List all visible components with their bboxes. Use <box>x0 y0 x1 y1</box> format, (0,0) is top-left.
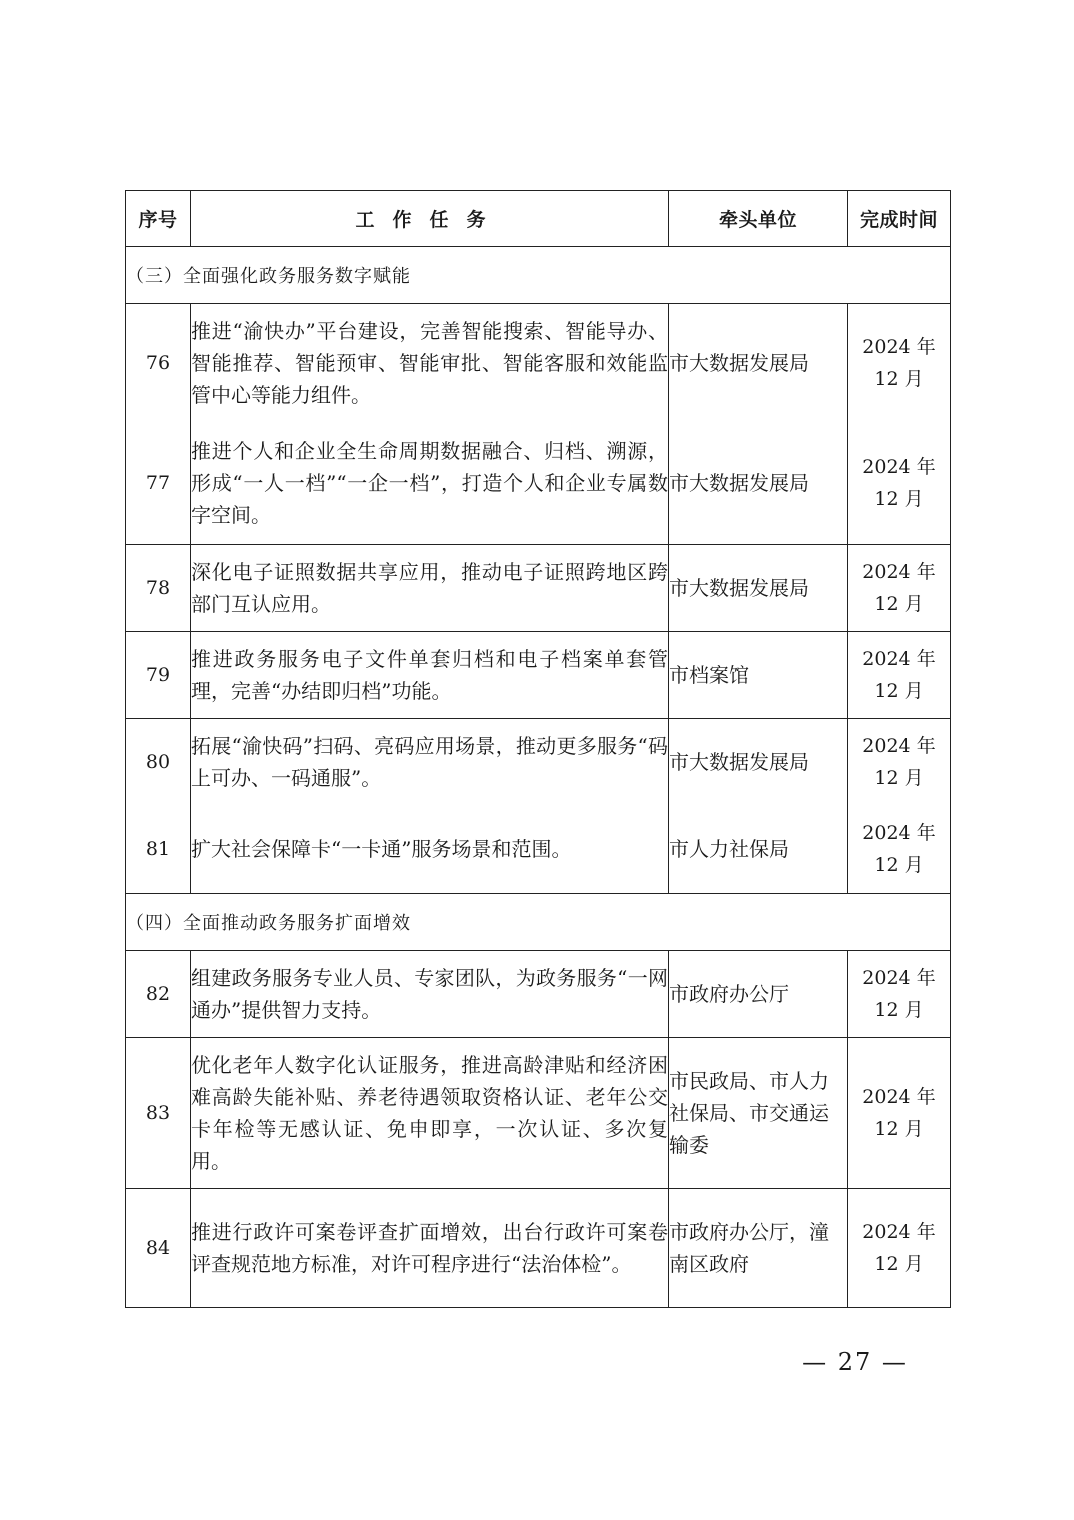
row-time <box>848 951 951 1038</box>
section-title: （三）全面强化政务服务数字赋能 <box>126 247 951 304</box>
time-year: 2024 年 <box>862 822 936 844</box>
row-task: 拓展“渝快码”扫码、亮码应用场景，推动更多服务“码上可办、一码通服”。 <box>191 719 669 806</box>
time-year: 2024 年 <box>862 735 936 757</box>
row-number: 83 <box>126 1038 191 1189</box>
row-number: 77 <box>126 422 191 545</box>
row-number: 79 <box>126 632 191 719</box>
table-row <box>126 1038 951 1189</box>
time-month: 12 月 <box>874 767 924 789</box>
header-unit: 牵头单位 <box>669 191 848 247</box>
time-year: 2024 年 <box>862 336 936 358</box>
time-year: 2024 年 <box>862 1086 936 1108</box>
time-year: 2024 年 <box>862 1221 936 1243</box>
row-unit: 市民政局、市人力社保局、市交通运输委 <box>669 1038 848 1189</box>
header-time: 完成时间 <box>848 191 951 247</box>
row-unit: 市大数据发展局 <box>669 719 848 806</box>
time-year: 2024 年 <box>862 967 936 989</box>
row-task: 深化电子证照数据共享应用，推动电子证照跨地区跨部门互认应用。 <box>191 545 669 632</box>
row-unit: 市人力社保局 <box>669 805 848 894</box>
section-row <box>126 247 951 304</box>
section-title: （四）全面推动政务服务扩面增效 <box>126 894 951 951</box>
table-row <box>126 1189 951 1308</box>
row-number: 82 <box>126 951 191 1038</box>
row-number: 78 <box>126 545 191 632</box>
table-row <box>126 422 951 545</box>
time-year: 2024 年 <box>862 648 936 670</box>
row-time <box>848 719 951 806</box>
row-task: 优化老年人数字化认证服务，推进高龄津贴和经济困难高龄失能补贴、养老待遇领取资格认证、老年公交卡年检等无感认证、免申即享，一次认证、多次复用。 <box>191 1038 669 1189</box>
time-month: 12 月 <box>874 1118 924 1140</box>
row-time <box>848 545 951 632</box>
row-unit: 市政府办公厅 <box>669 951 848 1038</box>
row-task: 组建政务服务专业人员、专家团队，为政务服务“一网通办”提供智力支持。 <box>191 951 669 1038</box>
time-month: 12 月 <box>874 999 924 1021</box>
row-task: 推进“渝快办”平台建设，完善智能搜索、智能导办、智能推荐、智能预审、智能审批、智能客服和效能监管中心等能力组件。 <box>191 304 669 423</box>
row-task: 扩大社会保障卡“一卡通”服务场景和范围。 <box>191 805 669 894</box>
row-time <box>848 1038 951 1189</box>
row-time <box>848 304 951 423</box>
table-row <box>126 632 951 719</box>
row-time <box>848 805 951 894</box>
header-no: 序号 <box>126 191 191 247</box>
table-row <box>126 719 951 806</box>
row-unit: 市大数据发展局 <box>669 545 848 632</box>
row-time <box>848 1189 951 1308</box>
row-number: 80 <box>126 719 191 806</box>
row-unit: 市大数据发展局 <box>669 422 848 545</box>
row-unit: 市大数据发展局 <box>669 304 848 423</box>
row-number: 76 <box>126 304 191 423</box>
row-task: 推进个人和企业全生命周期数据融合、归档、溯源，形成“一人一档”“一企一档”，打造个人和企业专属数字空间。 <box>191 422 669 545</box>
row-task: 推进政务服务电子文件单套归档和电子档案单套管理，完善“办结即归档”功能。 <box>191 632 669 719</box>
time-month: 12 月 <box>874 1253 924 1275</box>
row-task: 推进行政许可案卷评查扩面增效，出台行政许可案卷评查规范地方标准，对许可程序进行“法治体检”。 <box>191 1189 669 1308</box>
page-number: — 27 — <box>802 1348 908 1376</box>
row-time <box>848 422 951 545</box>
table-header-row <box>126 191 951 247</box>
header-task: 工作任务 <box>191 191 669 247</box>
row-number: 84 <box>126 1189 191 1308</box>
time-month: 12 月 <box>874 488 924 510</box>
task-table <box>125 190 951 1308</box>
table-row <box>126 545 951 632</box>
table-row <box>126 951 951 1038</box>
time-month: 12 月 <box>874 368 924 390</box>
section-row <box>126 894 951 951</box>
row-unit: 市政府办公厅，潼南区政府 <box>669 1189 848 1308</box>
time-month: 12 月 <box>874 680 924 702</box>
row-unit: 市档案馆 <box>669 632 848 719</box>
time-month: 12 月 <box>874 854 924 876</box>
time-year: 2024 年 <box>862 456 936 478</box>
row-number: 81 <box>126 805 191 894</box>
table-row <box>126 304 951 423</box>
time-month: 12 月 <box>874 593 924 615</box>
row-time <box>848 632 951 719</box>
table-row <box>126 805 951 894</box>
time-year: 2024 年 <box>862 561 936 583</box>
